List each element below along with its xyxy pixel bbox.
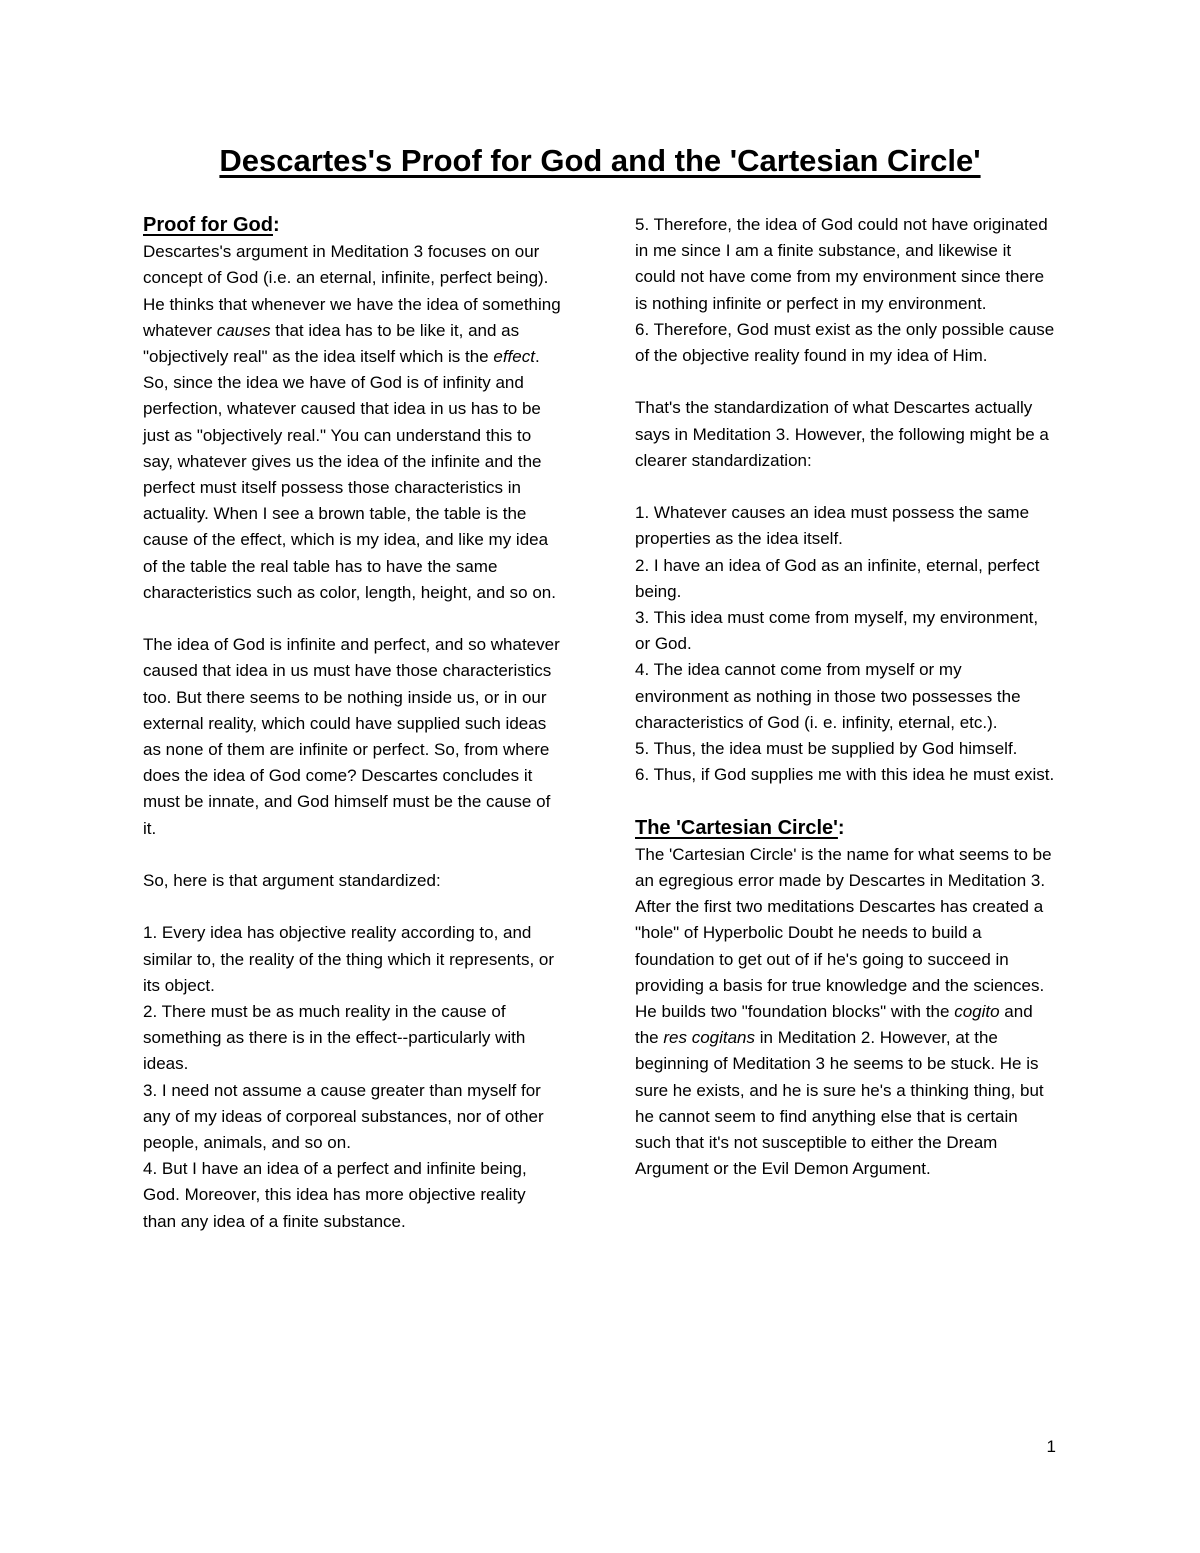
argument-2-step-5: 5. Thus, the idea must be supplied by God himself. <box>635 739 1018 759</box>
argument-2-step-2: 2. I have an idea of God as an infinite, eternal, perfect being. <box>635 555 1040 601</box>
argument-2-step-1: 1. Whatever causes an idea must possess the same properties as the idea itself. <box>635 503 1030 549</box>
section-heading-circle: The 'Cartesian Circle': <box>635 816 845 839</box>
argument-2-step-3: 3. This idea must come from myself, my environment, or God. <box>635 608 1039 654</box>
argument-1-step-4: 4. But I have an idea of a perfect and infinite being, God. Moreover, this idea has more objective reality than any idea of a finite substance. <box>143 1159 527 1231</box>
argument-2-step-4: 4. The idea cannot come from myself or my environment as nothing in those two possesses the characteristics of God (i. e. infinity, eternal, etc.). <box>635 660 1021 732</box>
argument-1-step-3: 3. I need not assume a cause greater than myself for any of my ideas of corporeal substances, nor of other people, animals, and so on. <box>143 1080 544 1153</box>
argument-1-step-2: 2. There must be as much reality in the cause of something as there is in the effect--particularly with ideas. <box>143 1002 526 1074</box>
circle-paragraph: The 'Cartesian Circle' is the name for what seems to be an egregious error made by Descartes in Meditation 3. After the first two meditations Descartes has created a "hole" of Hyperbolic Doubt he needs to build a foundation to get out of if he's going to succeed in providing a basis for true knowledge and the sciences. He builds two "foundation blocks" with the cogito and the res cogitans in Meditation 2. However, at the beginning of Meditation 3 he seems to be stuck. He is sure he exists, and he is sure he's a thinking thing, but he cannot seem to find anything else that is certain such that it's not susceptible to either the Dream Argument or the Evil Demon Argument. <box>635 844 1052 1179</box>
standardization-note: That's the standardization of what Descartes actually says in Meditation 3. However, the following might be a clearer standardization: <box>635 398 1049 470</box>
argument-1-step-5: 5. Therefore, the idea of God could not have originated in me since I am a finite substance, and likewise it could not have come from my environment since there is nothing infinite or perfect in my environment. <box>635 215 1048 313</box>
document-title: Descartes's Proof for God and the 'Cartesian Circle' <box>219 143 981 178</box>
left-column <box>143 212 563 1235</box>
argument-1-step-6: 6. Therefore, God must exist as the only possible cause of the objective reality found in my idea of Him. <box>635 319 1055 366</box>
page-number: 1 <box>1046 1437 1056 1456</box>
proof-paragraph-1: Descartes's argument in Meditation 3 focuses on our concept of God (i.e. an eternal, infinite, perfect being). He thinks that whenever we have the idea of something whatever causes that idea has to be like it, and as "objectively real" as the idea itself which is the effect. So, since the idea we have of God is of infinity and perfection, whatever caused that idea in us has to be just as "objectively real." You can understand this to say, whatever gives us the idea of the infinite and the perfect must itself possess those characteristics in actuality. When I see a brown table, the table is the cause of the effect, which is my idea, and like my idea of the table the real table has to have the same characteristics such as color, length, height, and so on. <box>143 242 561 602</box>
proof-heading: Proof for God <box>143 214 273 236</box>
proof-paragraph-2: The idea of God is infinite and perfect, and so whatever caused that idea in us must have those characteristics too. But there seems to be nothing inside us, or in our external reality, which could have supplied such ideas as none of them are infinite or perfect. So, from where does the idea of God come? Descartes concludes it must be innate, and God himself must be the cause of it. <box>143 635 560 838</box>
section-heading-proof: Proof for God: <box>143 214 280 236</box>
circle-heading: The 'Cartesian Circle' <box>635 816 838 839</box>
right-column <box>635 212 1055 1182</box>
proof-paragraph-3: So, here is that argument standardized: <box>143 871 441 891</box>
argument-1-step-1: 1. Every idea has objective reality according to, and similar to, the reality of the thing which it represents, or its object. <box>143 923 555 995</box>
argument-2-step-6: 6. Thus, if God supplies me with this idea he must exist. <box>635 765 1055 785</box>
